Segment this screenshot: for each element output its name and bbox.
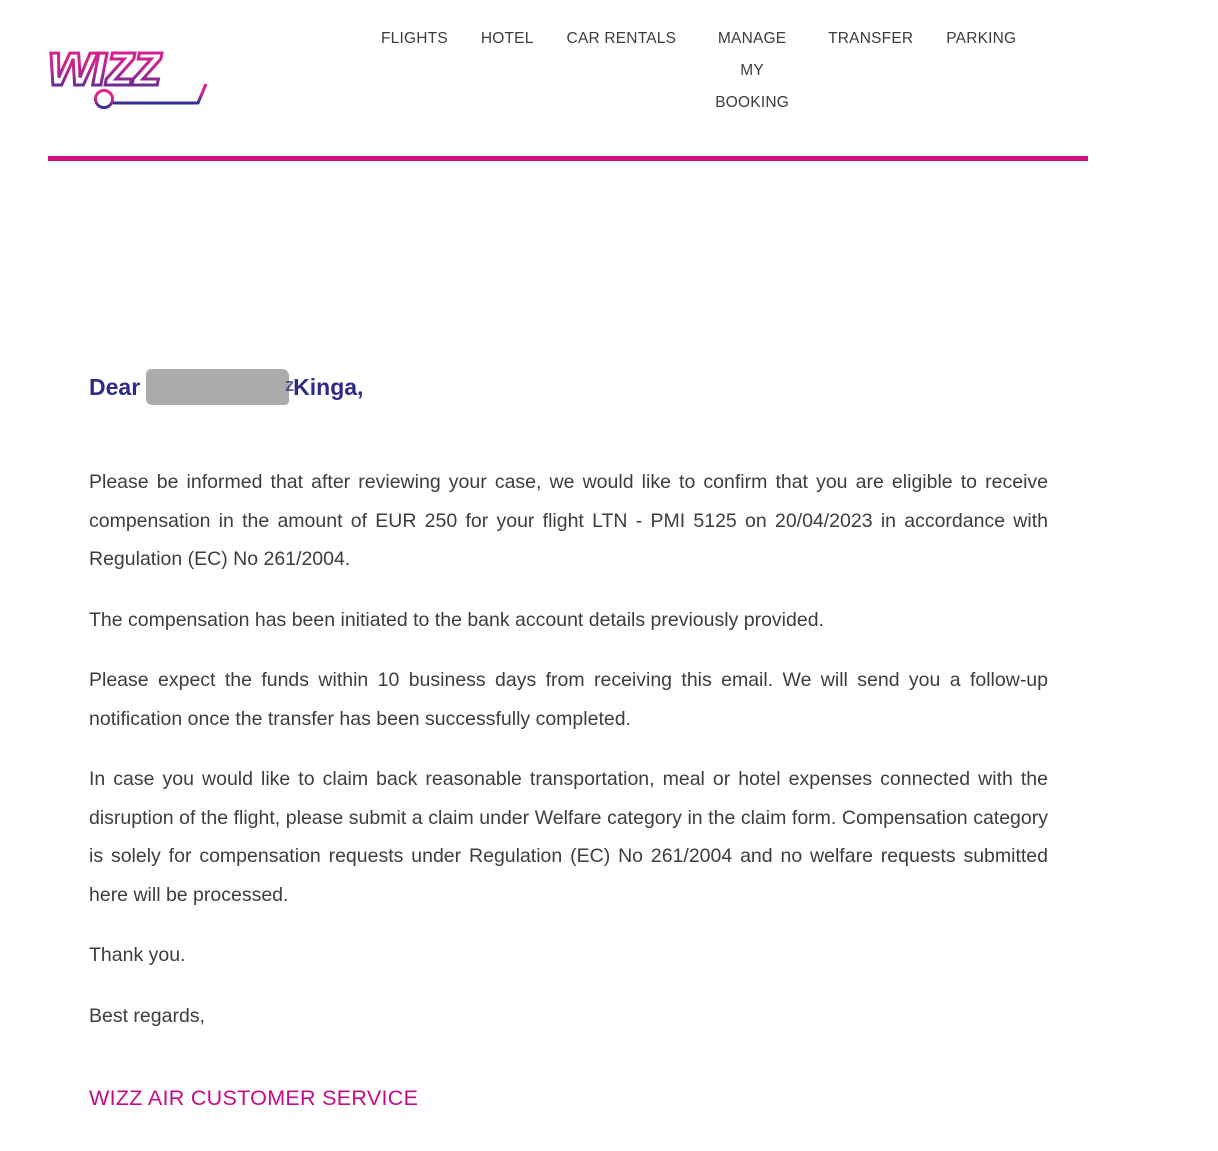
wizz-logo-graphic [48, 26, 220, 116]
wizz-logo[interactable] [48, 26, 220, 116]
signature: WIZZ AIR CUSTOMER SERVICE [89, 1086, 419, 1110]
main-nav [381, 30, 1016, 119]
brand-divider [48, 156, 1088, 161]
site-header [0, 0, 1218, 156]
paragraph-welfare-claim: In case you would like to claim back reasonable transportation, meal or hotel expenses connected with the disruption of the flight, please submit a claim under Welfare category in the claim form. Compensation category is solely for compensation requests under Regulation (EC) No 261/2004 and no welfare requests submitted here will be processed. [89, 768, 1048, 906]
greeting [89, 369, 1048, 405]
nav-item-hotel[interactable]: HOTEL [480, 30, 534, 47]
greeting-prefix: Dear [89, 374, 141, 400]
nav-item-manage-my-booking[interactable]: MANAGE MY BOOKING [715, 30, 789, 111]
nav-item-flights[interactable]: FLIGHTS [381, 30, 448, 47]
nav-item-transfer[interactable]: TRANSFER [828, 30, 914, 47]
nav-item-car-rentals[interactable]: CAR RENTALS [566, 30, 677, 47]
email-body [0, 156, 1218, 1151]
paragraph-best-regards: Best regards, [89, 1004, 205, 1027]
paragraph-initiated: The compensation has been initiated to the bank account details previously provided. [89, 608, 824, 631]
redacted-name-fragment: z [285, 375, 295, 395]
redacted-name [146, 369, 295, 405]
greeting-suffix: Kinga, [293, 374, 364, 400]
paragraph-eligibility: Please be informed that after reviewing your case, we would like to confirm that you are eligible to receive compensation in the amount of EUR 250 for your flight LTN - PMI 5125 on 20/04/2023 in accordance with Regulation (EC) No 261/2004. [89, 471, 1048, 570]
paragraph-timeline: Please expect the funds within 10 business days from receiving this email. We will send you a follow-up notification once the transfer has been successfully completed. [89, 669, 1048, 730]
paragraph-thank-you: Thank you. [89, 944, 186, 966]
wizz-logo-text: wızz [48, 31, 160, 98]
nav-item-parking[interactable]: PARKING [946, 30, 1017, 47]
